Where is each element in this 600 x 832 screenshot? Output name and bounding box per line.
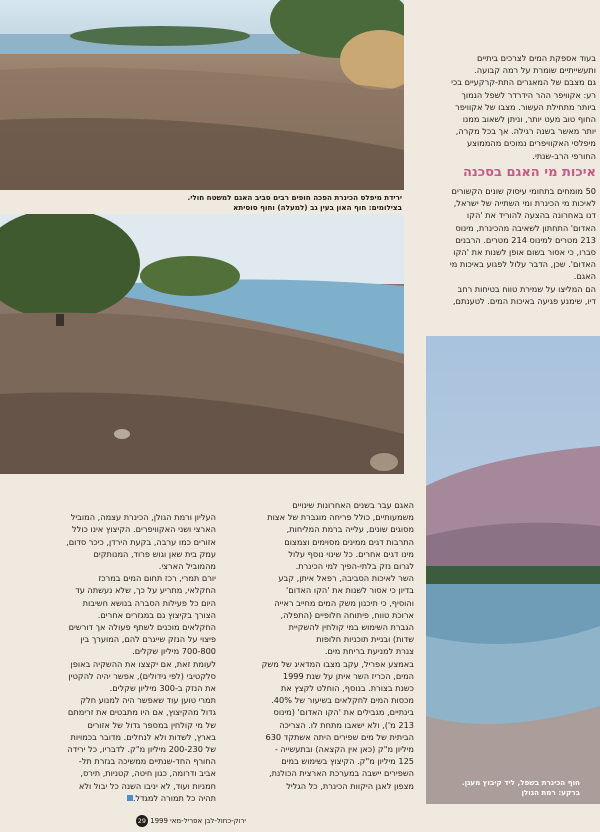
- beach-photo: [0, 214, 404, 474]
- publication-line: ירוק-כחול-לבן אפריל-מאי 1999: [150, 817, 246, 825]
- top-photo-caption: ירידת מיפלס הכינרת הפכה חופים רבים סביב האגם למשטח חולי. בצילומים: חוף האון בעין גב (למעלה) וחוף סוסיתא: [187, 193, 402, 212]
- top-shore-photo: [0, 0, 404, 190]
- section-paragraph: 50 מומחים בתחומי עיסוק שונים הקשורים לאיכות מי הכינרת ומי השתייה של ישראל, דנו באחרונה בהצעה להוריד את 'הקו האדום' התחתון לשאיבה מהכינרת, מינוס 213 מטרים למינוס 214 מטרים. הרבנים סברו, כי אסור בשום אופן לשנות את 'הקו האדום'. שכן, הדבר עלול לפגוע באיכות מי האגם. הם המליצו על שמירת טווח בטיחות רחב דיו, שימנע פגיעה באיכות המים. לטענתם,: [449, 186, 596, 306]
- section-heading: איכות מי האגם בסכנה: [462, 165, 596, 180]
- page-number: 29: [137, 817, 147, 825]
- column-left-text: העליון ורמת הגולן, הכינרת עצמה, המוביל הארצי ושני האקוויפרים. הקיצוץ אינו כולל אזורים כמו ערבה, בקעת הירדן, כיכר סדום, עמק בית שאן וגוש פרוד, המנותקים מהמוביל הארצי. יורם תמרי, רכז תחום המים במרכז החקלאי, מתריע על כך, שלא נעשתה עד היום כל פעילות הסברה בנושא חשיבות הצורך בקיצוץ גם במגזרים אחרים. החקלאים מוכנים לשתף פעולה אך דורשים פיצוי על הנזק שייגרם להם, המוערך בין 700-800 מיליון שקלים. לעומת זאת, אם יקצצו את ההשקיה באופן סלקטיבי (לפי גידולים), אפשר יהיה להקטין את הנזק ב-300 מיליון שקלים. תמרי טוען עוד שאפשר היה למנוע חלק גדול מהקיצוץ, אם היו מתבטים את זרימתם של מי קולחין במספר גדול של אזורים בארץ, לשדות ולא לנחלים. מדובר בכמויות של 200-230 מיליון מ"ק. לדבריו, כל ירידה החורף החד-שנתיים ממשיכה בגזרת תל- אביב ודרומה, כגון חיטה, קטניות, תירס, חמניות ועוד, לא יניבו השנה כל יבול ולא תהיה כל תמורה למגדל.: [66, 512, 216, 803]
- kinneret-golan-photo: [426, 336, 600, 804]
- column-middle: האגם עבר בשנים האחרונות שינויים משמעותיים, כולל פריחה מוגברת של אצות מסוגים שונים, עלייה ברמת המליחות, התרבות דגים ממינים מסוימים וצמצום מינו דגים אחרים. כל שינוי נוסף עלול לגרום נזק בלתי-הפיך למי הכינרת. השר לאיכות הסביבה, רפאל איתן, קבע בדיון כי אסור לשנות את 'הקו האדום' והוסיף, כי תיכנון משק המים מחייב ראייה ארוכת טווח, פיתוחה חלופיים (התפלה, הגברת השימוש במי קולחין להשקיית שדות) ובניית תוכניות חלופות צנרת למניעת בריחת מים. באמצע אפריל, עקב מצבו המדאיג של משק המים, הכריז השר איתן על שנת 1999 כשנת בצורת. בנוסף, הוחלט לקצץ את מכסות המים לחקלאים בשיעור של 40%. בינתיים, מגבילים את 'הקו האדום' (מינוס 213 מ'), ולא ישאבו מתחת לו. הצריכה הביתית של מים שפירים היתה אשתקד 630 מיליון מ"ק (כאן אין הקצאה) ובתעשייה - 125 מיליון מ"ק. הקיצוץ בשימוש במים השפירים יישבה במערכת הארצית הכולנת, מצפון לאגן היקוות הכינרת, כל הגליל: [261, 500, 414, 791]
- column-left: [20, 499, 216, 804]
- intro-paragraph: בעוד אספקת המים לצרכים ביתיים ותעשייתיים שומרת על רמה קבועה. גם מצבם של המאגרים התת-קרקעיים בכי רע: אקוויפר ההר הידרדר לשפל הנמוך ביותר מתחילת העשור. מצבו של אקוויפר החוף טוב מעט יותר, וניתן לשאוב ממנו יותר מאשר בשנה רגילה. אך בכל מקרה, מיפלסי האקוויפרים נמוכים מהממוצע החורפי הרב-שנתי.: [451, 53, 596, 161]
- page-footer: [46, 815, 246, 827]
- right-photo-caption: חוף הכינרת בשפל, ליד קיבוץ מעגן. ברקע: רמת הגולן: [461, 778, 580, 797]
